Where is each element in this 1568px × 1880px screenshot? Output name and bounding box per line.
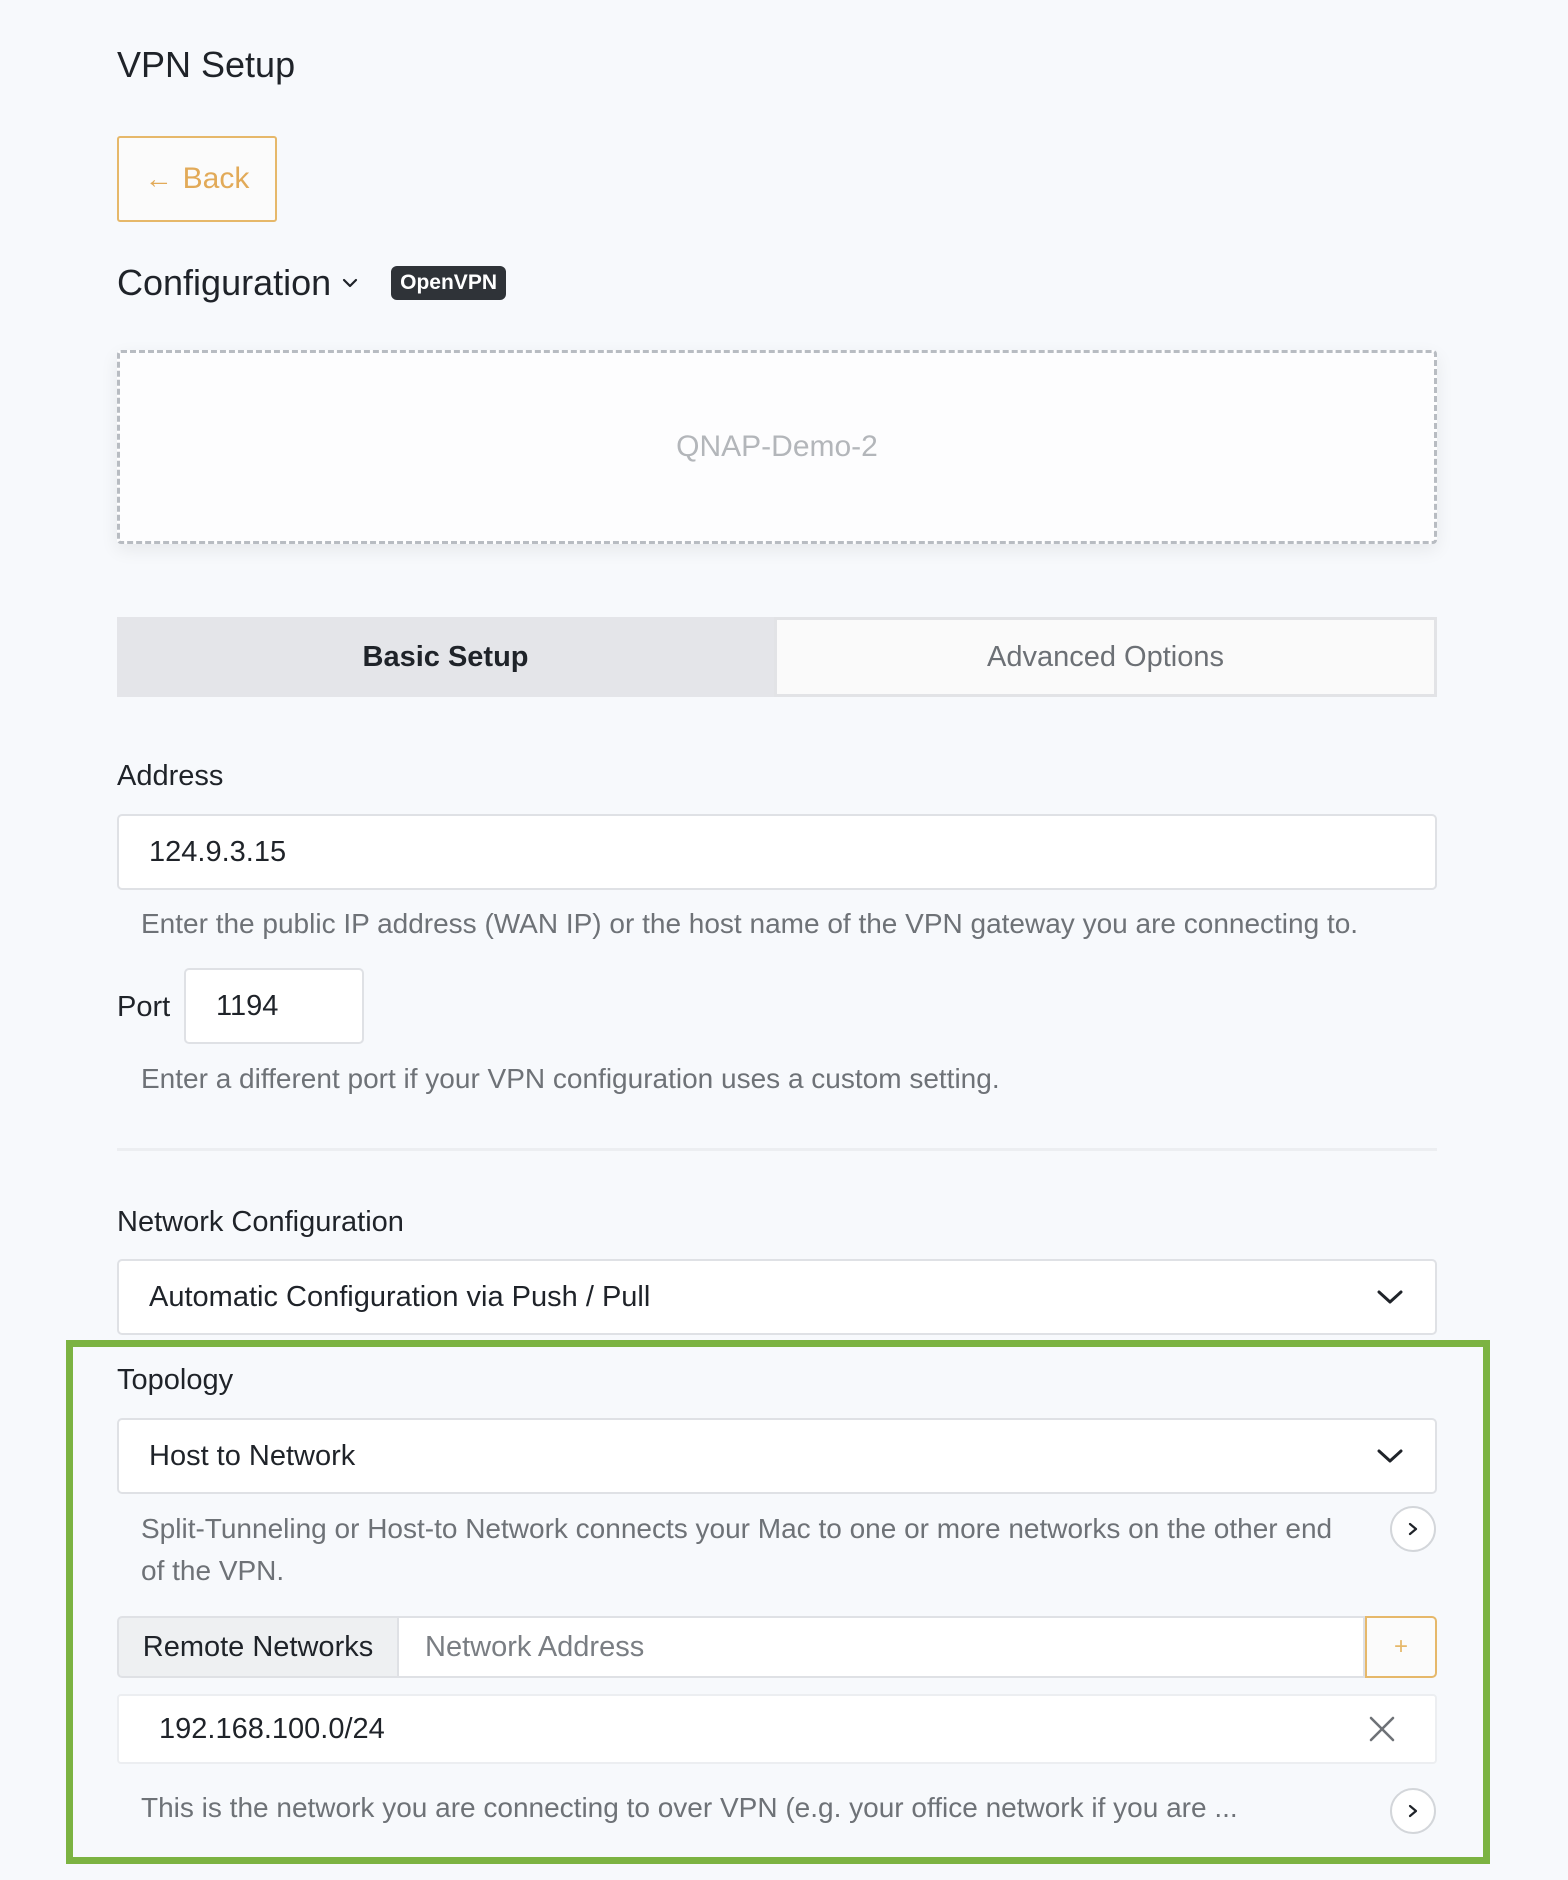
tab-basic-setup[interactable]: Basic Setup (117, 617, 774, 697)
section-divider (117, 1148, 1437, 1151)
chevron-right-icon (1406, 1803, 1420, 1819)
address-label: Address (117, 760, 224, 792)
topology-label: Topology (117, 1364, 234, 1396)
network-address-input[interactable] (397, 1616, 1365, 1678)
back-arrow-icon: ← (144, 163, 173, 194)
topology-help-expand-button[interactable] (1390, 1506, 1436, 1552)
chevron-right-icon (1406, 1521, 1420, 1537)
close-icon[interactable] (1367, 1714, 1397, 1744)
chevron-down-icon (1377, 1448, 1403, 1464)
remote-networks-label: Remote Networks (117, 1616, 397, 1678)
remote-networks-help-expand-button[interactable] (1390, 1788, 1436, 1834)
back-button[interactable] (117, 136, 277, 222)
topology-value: Host to Network (149, 1439, 356, 1472)
network-configuration-select[interactable] (117, 1259, 1437, 1335)
configuration-name: QNAP-Demo-2 (676, 430, 878, 463)
tab-advanced-options[interactable]: Advanced Options (774, 617, 1437, 697)
address-input[interactable] (117, 814, 1437, 890)
setup-tabs (117, 617, 1437, 697)
chevron-down-icon (1377, 1289, 1403, 1305)
port-label: Port (117, 991, 171, 1023)
back-button-label: Back (182, 162, 250, 195)
topology-help-line1: Split-Tunneling or Host-to Network connects your Mac to one or more networks on the other end (141, 1513, 1333, 1544)
protocol-badge: OpenVPN (391, 266, 506, 300)
network-address-placeholder: Network Address (425, 1630, 645, 1663)
chevron-down-icon (341, 274, 359, 292)
remote-network-address: 192.168.100.0/24 (159, 1712, 385, 1745)
address-help: Enter the public IP address (WAN IP) or the host name of the VPN gateway you are connecting to. (141, 908, 1359, 939)
port-value: 1194 (216, 989, 279, 1022)
remote-network-item (117, 1694, 1437, 1764)
add-network-button[interactable] (1365, 1616, 1437, 1678)
configuration-header[interactable] (117, 262, 506, 304)
configuration-dropzone[interactable] (117, 350, 1437, 544)
remote-networks-input-group (117, 1616, 1437, 1678)
topology-select[interactable] (117, 1418, 1437, 1494)
topology-help-line2: of the VPN. (141, 1555, 285, 1586)
plus-icon: + (1393, 1633, 1408, 1660)
address-value: 124.9.3.15 (149, 835, 287, 868)
port-help: Enter a different port if your VPN configuration uses a custom setting. (141, 1063, 1000, 1094)
network-configuration-label: Network Configuration (117, 1206, 404, 1238)
network-configuration-value: Automatic Configuration via Push / Pull (149, 1280, 651, 1313)
configuration-label: Configuration (117, 262, 332, 303)
port-input[interactable] (184, 968, 364, 1044)
remote-networks-help: This is the network you are connecting to over VPN (e.g. your office network if you are ... (141, 1792, 1238, 1823)
page-title: VPN Setup (117, 44, 296, 85)
